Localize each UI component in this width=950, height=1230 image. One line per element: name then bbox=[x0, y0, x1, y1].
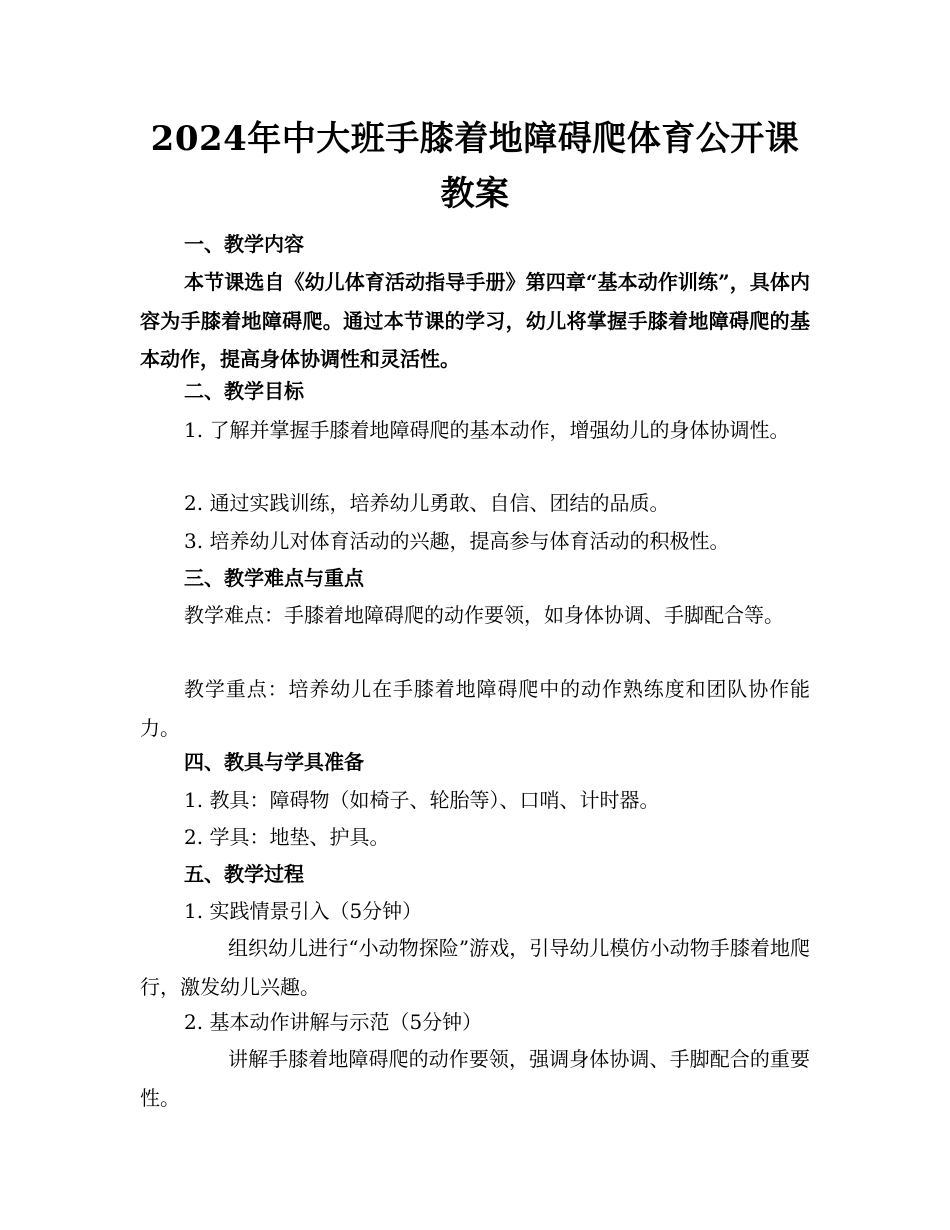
materials-item-1: 1. 教具：障碍物（如椅子、轮胎等）、口哨、计时器。 bbox=[184, 788, 660, 812]
document-title: 2024年中大班手膝着地障碍爬体育公开课教案 bbox=[150, 119, 800, 214]
objective-item-3: 3. 培养幼儿对体育活动的兴趣，提高参与体育活动的积极性。 bbox=[184, 529, 730, 553]
section-1-heading: 一、教学内容 bbox=[184, 232, 304, 256]
objective-item-2: 2. 通过实践训练，培养幼儿勇敢、自信、团结的品质。 bbox=[184, 491, 670, 515]
section-5-heading: 五、教学过程 bbox=[184, 862, 304, 886]
process-step-1-title: 1. 实践情景引入（5分钟） bbox=[184, 899, 423, 923]
process-step-1-body: 组织幼儿进行“小动物探险”游戏，引导幼儿模仿小动物手膝着地爬行，激发幼儿兴趣。 bbox=[140, 936, 810, 999]
section-1-body: 本节课选自《幼儿体育活动指导手册》第四章“基本动作训练”，具体内容为手膝着地障碍爬。通过本节课的学习，幼儿将掌握手膝着地障碍爬的基本动作，提高身体协调性和灵活性。 bbox=[140, 270, 810, 371]
teaching-key-point: 教学重点：培养幼儿在手膝着地障碍爬中的动作熟练度和团队协作能力。 bbox=[140, 677, 810, 740]
objective-item-1: 1. 了解并掌握手膝着地障碍爬的基本动作，增强幼儿的身体协调性。 bbox=[184, 418, 790, 442]
process-step-2-body: 讲解手膝着地障碍爬的动作要领，强调身体协调、手脚配合的重要性。 bbox=[140, 1047, 810, 1110]
section-3-heading: 三、教学难点与重点 bbox=[184, 566, 364, 590]
process-step-2-title: 2. 基本动作讲解与示范（5分钟） bbox=[184, 1010, 483, 1034]
teaching-difficulty: 教学难点：手膝着地障碍爬的动作要领，如身体协调、手脚配合等。 bbox=[184, 603, 784, 627]
materials-item-2: 2. 学具：地垫、护具。 bbox=[184, 825, 390, 849]
section-2-heading: 二、教学目标 bbox=[184, 379, 304, 403]
section-4-heading: 四、教具与学具准备 bbox=[184, 750, 364, 774]
